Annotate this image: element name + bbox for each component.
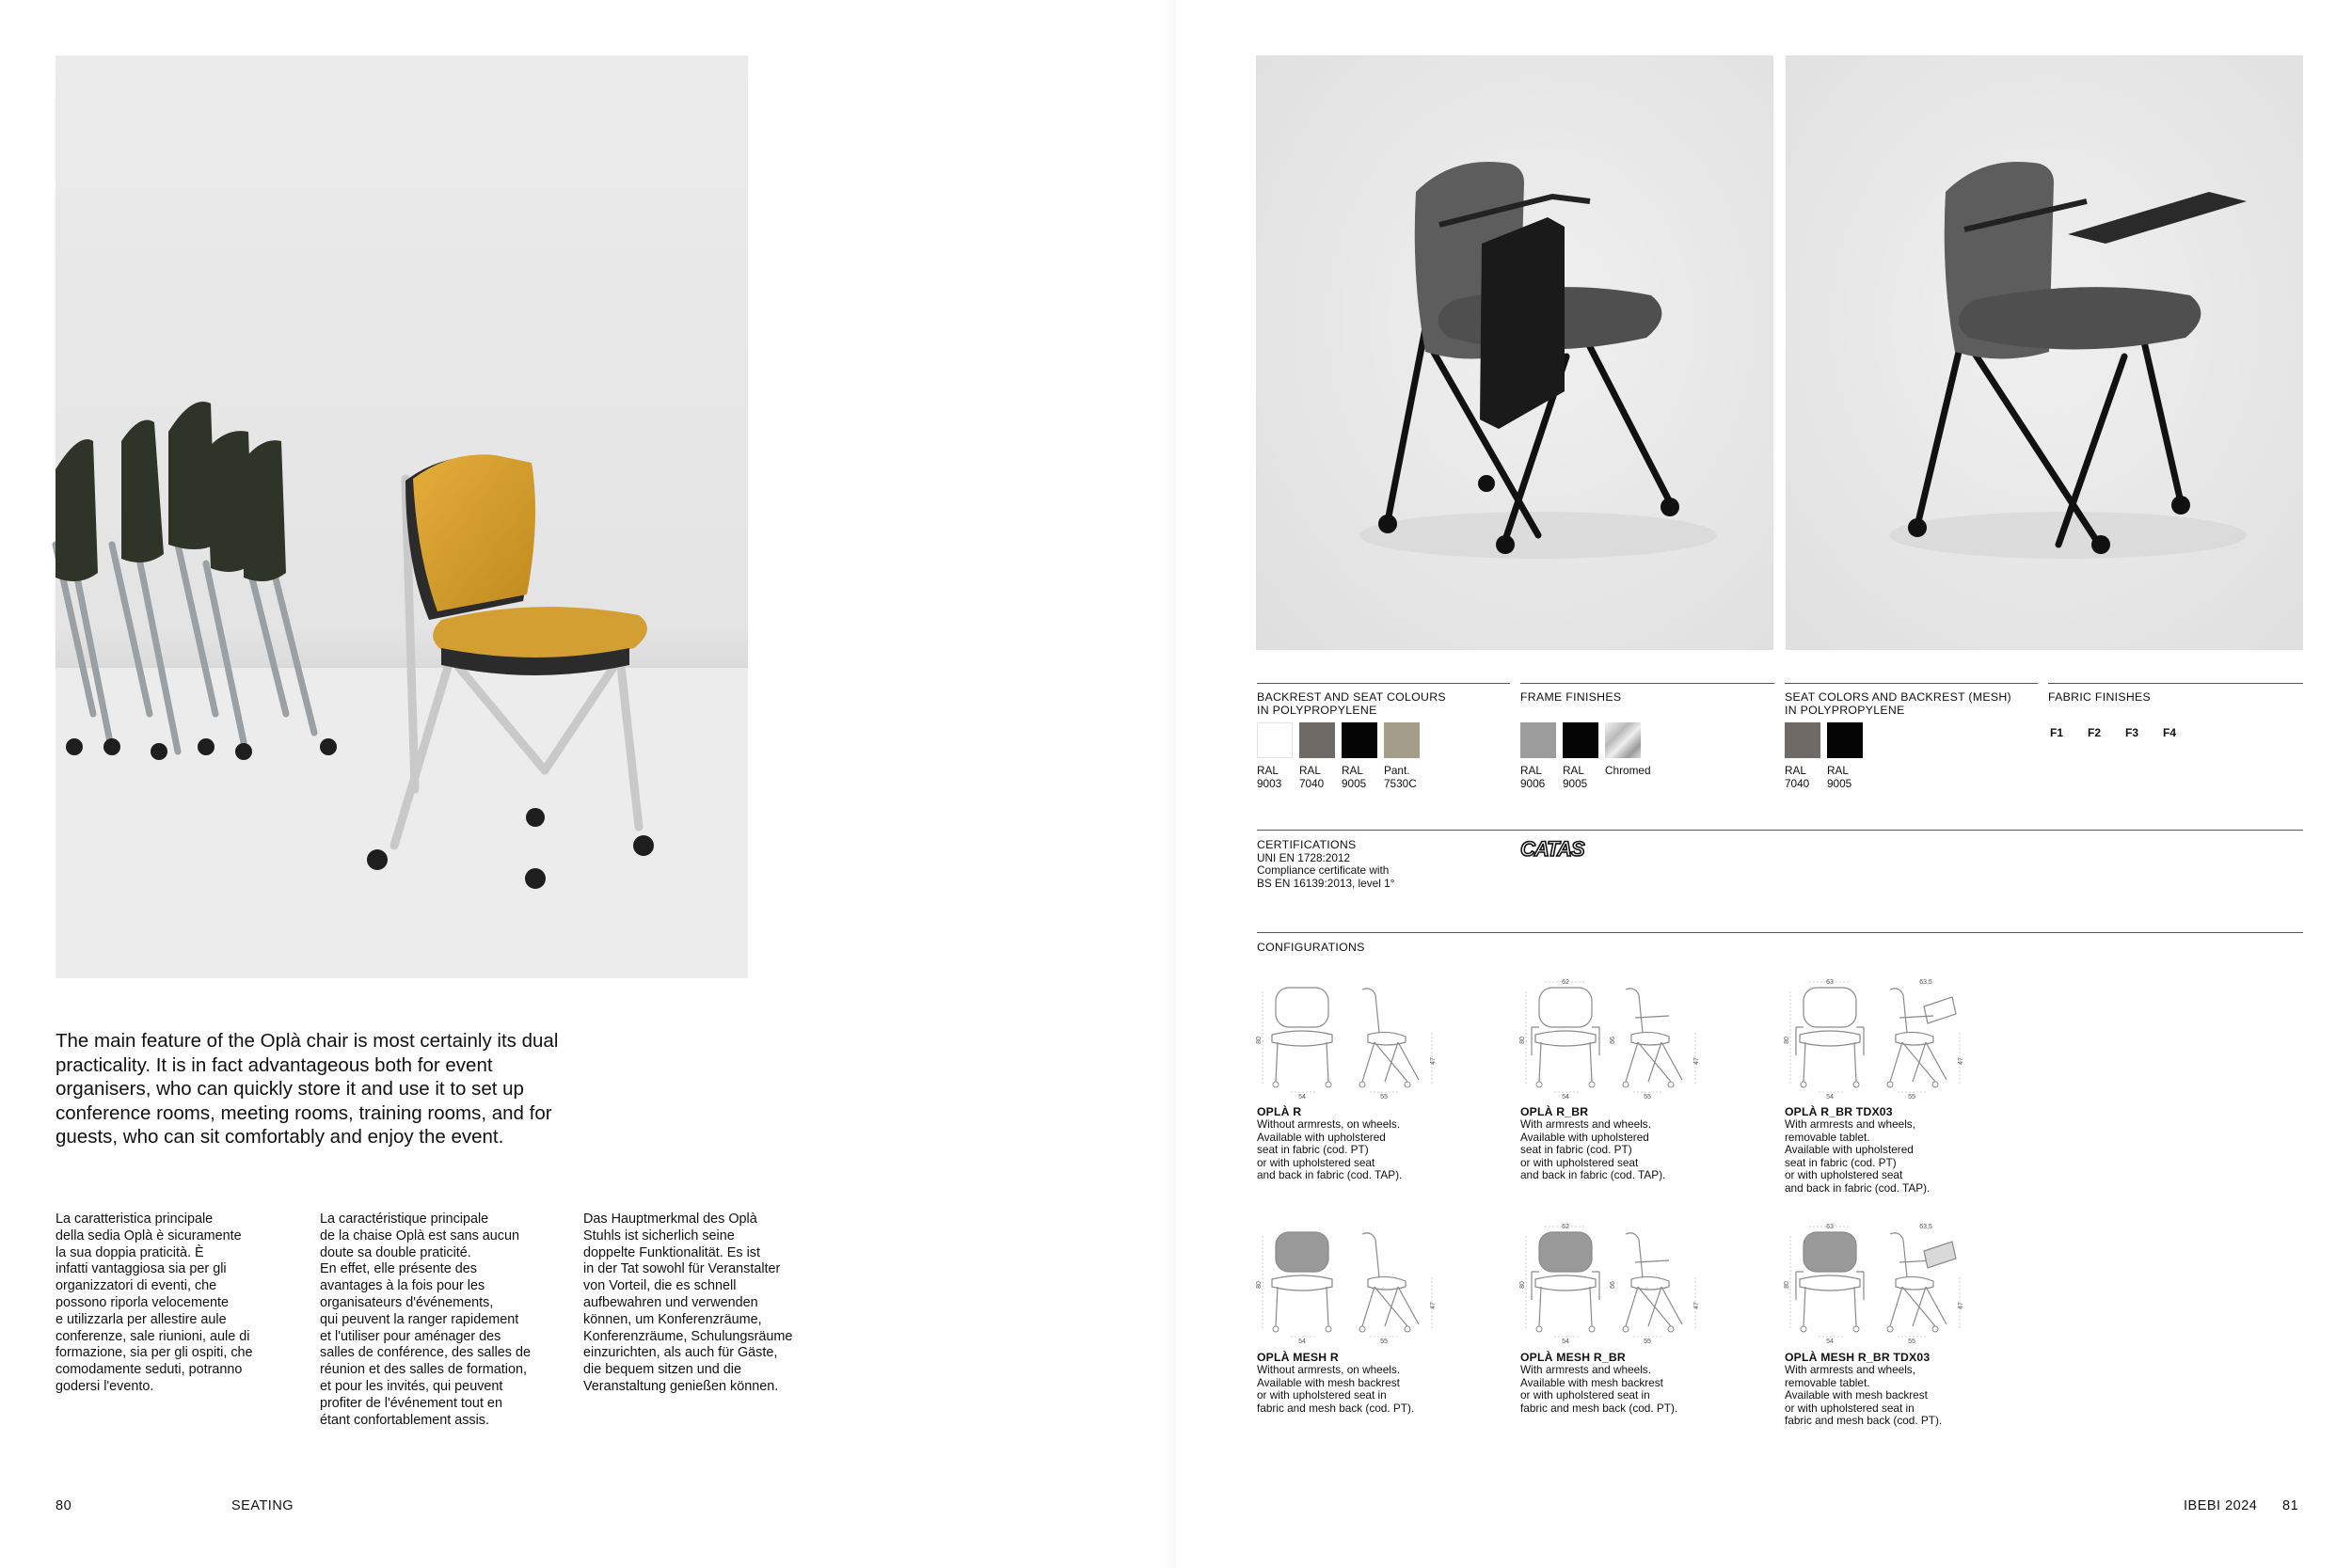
dimension-label: 66 [1610,1037,1616,1044]
dimension-label: 47 [1958,1057,1964,1065]
dimension-label: 54 [1298,1094,1306,1101]
configurations-title: CONFIGURATIONS [1257,941,1365,954]
paragraph-italian: La caratteristica principale della sedia Oplà è sicuramente la sua doppia praticità. È infatti vantaggiosa sia per gli organizzatori di eventi, che possono riporla velocemente e utilizzarla per allestire aule conferenze, sale riunioni, aule di formazione, sia per gli ospiti, che comodamente seduti, potranno godersi l'evento. [56,1212,253,1394]
dimension-label: 55 [1380,1338,1388,1345]
configuration-drawing [1257,978,1445,1101]
paragraph-german: Das Hauptmerkmal des Oplà Stuhls ist sicherlich seine doppelte Funktionalität. Es ist in der Tat sowohl für Veranstalter von Vorteil, die es schnell aufbewahren und verwenden können, um Konferenzräume, Konferenzräume, Schulungsräume einzurichten, als auch für Gäste, die bequem sitzen und die Veranstaltung genießen können. [583,1212,793,1394]
rule-fabric [2048,683,2303,684]
color-swatch [1563,722,1598,758]
page-number-right: 81 [2282,1498,2299,1513]
configuration-name: OPLÀ R_BR TDX03 [1785,1105,1893,1118]
rule-backrest [1257,683,1510,684]
configuration-name: OPLÀ MESH R [1257,1351,1339,1364]
dimension-label: 62 [1562,979,1569,986]
certifications-text: UNI EN 1728:2012 Compliance certificate with BS EN 16139:2013, level 1° [1257,851,1395,890]
dimension-label: 54 [1826,1094,1834,1101]
configuration-description: Without armrests, on wheels. Available with mesh backrest or with upholstered seat in fabric and mesh back (cod. PT). [1257,1363,1415,1415]
configuration-description: With armrests and wheels. Available with upholstered seat in fabric (cod. PT) or with upholstered seat and back in fabric (cod. TAP). [1520,1117,1666,1181]
dimension-label: 54 [1298,1338,1306,1345]
swatch-label: RAL 7040 [1299,764,1325,790]
catas-logo [1520,836,1596,865]
dimension-label: 80 [1256,1281,1263,1289]
dimension-label: 66 [1610,1281,1616,1289]
configuration-drawing [1785,978,1973,1101]
swatch-label: RAL 9003 [1257,764,1282,790]
catas-logo-text: CATAS [1520,837,1584,861]
dimension-label: 63 [1826,1224,1834,1230]
frame-finishes-title: FRAME FINISHES [1520,690,1622,704]
hero-photo-chairs [56,55,748,978]
rule-frame [1520,683,1774,684]
rule-mesh [1785,683,2038,684]
color-swatch [1785,722,1820,758]
fabric-code: F3 [2125,726,2139,739]
certifications-title: CERTIFICATIONS [1257,838,1357,851]
dimension-label: 54 [1562,1094,1569,1101]
dimension-label: 55 [1908,1094,1915,1101]
configuration-name: OPLÀ R [1257,1105,1302,1118]
color-swatch [1520,722,1556,758]
color-swatch [1299,722,1335,758]
dimension-label: 80 [1519,1281,1526,1289]
photo-chair-tablet-folded [1256,55,1773,650]
configuration-drawing [1785,1223,1973,1345]
brand-year: IBEBI 2024 [2184,1498,2258,1513]
fabric-code: F1 [2050,726,2064,739]
mesh-colours-title: SEAT COLORS AND BACKREST (MESH) IN POLYPROPYLENE [1785,690,2011,717]
configuration-description: Without armrests, on wheels. Available with upholstered seat in fabric (cod. PT) or with upholstered seat and back in fabric (cod. TAP). [1257,1117,1403,1181]
configuration-drawing [1520,1223,1708,1345]
fabric-code: F2 [2088,726,2102,739]
configuration-description: With armrests and wheels, removable tablet. Available with upholstered seat in fabric (cod. PT) or with upholstered seat and back in fabric (cod. TAP). [1785,1117,1931,1195]
swatch-label: Chromed [1605,764,1651,777]
intro-paragraph-english: The main feature of the Oplà chair is most certainly its dual practicality. It is in fact advantageous both for event organisers, who can quickly store it and use it to set up conference rooms, meeting rooms, training rooms, and for guests, who can sit comfortably and enjoy the event. [56,1030,559,1148]
configuration-drawing [1520,978,1708,1101]
dimension-label: 63 [1826,979,1834,986]
dimension-label: 55 [1380,1094,1388,1101]
swatch-label: RAL 9005 [1563,764,1588,790]
backrest-colours-title: BACKREST AND SEAT COLOURS IN POLYPROPYLENE [1257,690,1446,717]
dimension-label: 80 [1256,1037,1263,1044]
dimension-label: 80 [1784,1281,1790,1289]
section-title: SEATING [231,1498,294,1513]
rule-configurations [1257,932,2303,933]
dimension-label: 80 [1784,1037,1790,1044]
dimension-label: 47 [1693,1302,1700,1309]
dimension-label: 63,5 [1919,1224,1932,1230]
configuration-description: With armrests and wheels. Available with mesh backrest or with upholstered seat in fabric and mesh back (cod. PT). [1520,1363,1678,1415]
dimension-label: 47 [1430,1057,1437,1065]
dimension-label: 54 [1826,1338,1834,1345]
swatch-label: RAL 9005 [1342,764,1367,790]
configuration-description: With armrests and wheels, removable tablet. Available with mesh backrest or with upholstered seat in fabric and mesh back (cod. PT). [1785,1363,1943,1427]
right-page [1176,0,2352,1568]
dimension-label: 55 [1908,1338,1915,1345]
swatch-label: RAL 7040 [1785,764,1810,790]
paragraph-french: La caractéristique principale de la chaise Oplà est sans aucun doute sa double praticité. En effet, elle présente des avantages à la fois pour les organisateurs d'événements, qui peuvent la ranger rapidement et l'utiliser pour aménager des salles de conférence, des salles de réunion et des salles de formation, et pour les invités, qui peuvent profiter de l'événement tout en étant confortablement assis. [320,1212,531,1428]
dimension-label: 54 [1562,1338,1569,1345]
dimension-label: 55 [1644,1094,1651,1101]
color-swatch [1384,722,1420,758]
stacked-chairs-illustration [56,55,748,978]
color-swatch [1827,722,1863,758]
configuration-name: OPLÀ MESH R_BR [1520,1351,1626,1364]
configuration-name: OPLÀ R_BR [1520,1105,1589,1118]
swatch-label: Pant. 7530C [1384,764,1417,790]
dimension-label: 55 [1644,1338,1651,1345]
color-swatch [1257,722,1293,758]
dimension-label: 47 [1958,1302,1964,1309]
color-swatch [1605,722,1641,758]
swatch-label: RAL 9005 [1827,764,1852,790]
configuration-name: OPLÀ MESH R_BR TDX03 [1785,1351,1931,1364]
dimension-label: 63,5 [1919,979,1932,986]
fabric-code: F4 [2163,726,2177,739]
fabric-finishes-title: FABRIC FINISHES [2048,690,2152,704]
swatch-label: RAL 9006 [1520,764,1546,790]
dimension-label: 62 [1562,1224,1569,1230]
color-swatch [1342,722,1377,758]
dimension-label: 80 [1519,1037,1526,1044]
configuration-drawing [1257,1223,1445,1345]
rule-certifications [1257,830,2303,831]
page-number-left: 80 [56,1498,72,1513]
photo-chair-tablet-open [1786,55,2303,650]
dimension-label: 47 [1430,1302,1437,1309]
dimension-label: 47 [1693,1057,1700,1065]
